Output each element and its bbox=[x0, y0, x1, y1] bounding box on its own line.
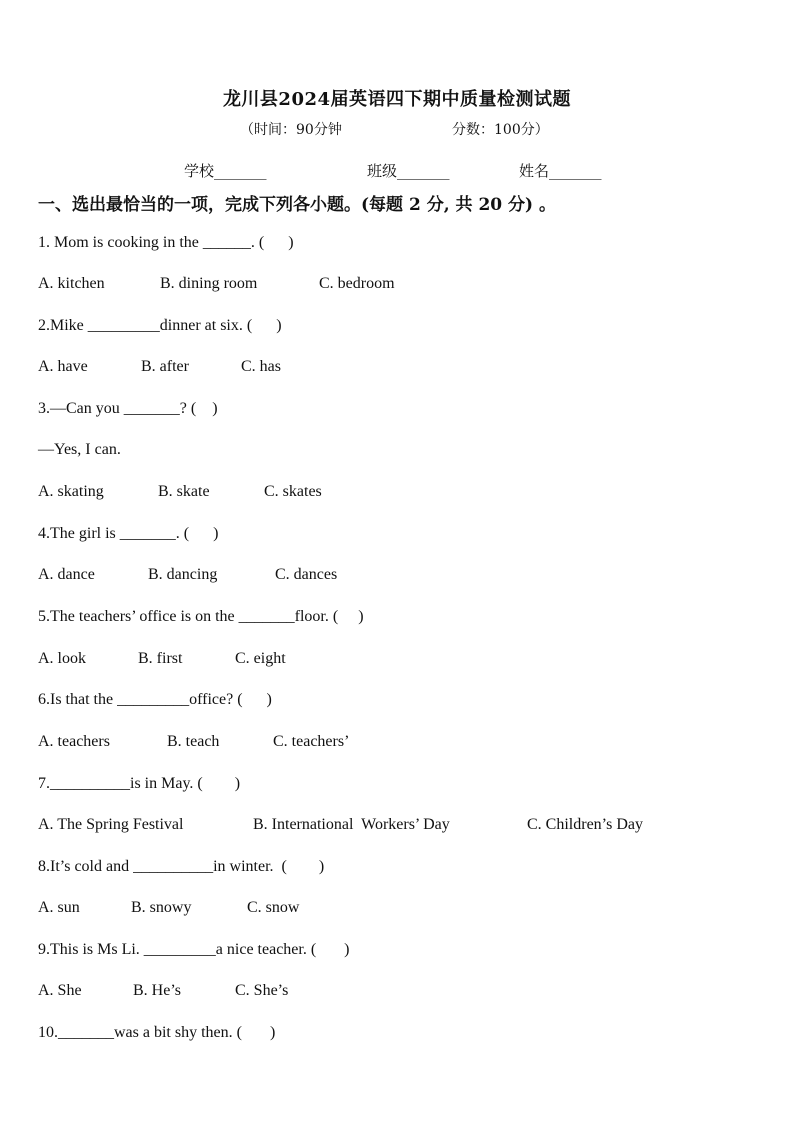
question-9-stem: 9.This is Ms Li. _________a nice teacher. ( ) bbox=[38, 941, 350, 958]
question-10-stem: 10._______was a bit shy then. ( ) bbox=[38, 1024, 276, 1041]
question-9-option-a[interactable]: A. She bbox=[38, 982, 82, 999]
question-7-option-a[interactable]: A. The Spring Festival bbox=[38, 816, 184, 833]
question-6-option-b[interactable]: B. teach bbox=[167, 733, 220, 750]
section-heading: 一、选出最恰当的一项，完成下列各小题。(每题 2 分, 共 20 分) 。 bbox=[38, 195, 557, 215]
question-5-option-c[interactable]: C. eight bbox=[235, 650, 286, 667]
question-3-option-c[interactable]: C. skates bbox=[264, 483, 322, 500]
question-4-stem: 4.The girl is _______. ( ) bbox=[38, 525, 219, 542]
school-field[interactable]: 学校_______ bbox=[184, 162, 267, 180]
question-4-option-b[interactable]: B. dancing bbox=[148, 566, 218, 583]
question-9-option-c[interactable]: C. She’s bbox=[235, 982, 289, 999]
question-1-option-a[interactable]: A. kitchen bbox=[38, 275, 105, 292]
question-3-answer-line: —Yes, I can. bbox=[38, 441, 121, 458]
question-6-stem: 6.Is that the _________office? ( ) bbox=[38, 691, 272, 708]
question-1-stem: 1. Mom is cooking in the ______. ( ) bbox=[38, 234, 294, 251]
question-7-option-b[interactable]: B. International Workers’ Day bbox=[253, 816, 450, 833]
question-8-option-b[interactable]: B. snowy bbox=[131, 899, 192, 916]
question-2-option-c[interactable]: C. has bbox=[241, 358, 281, 375]
question-2-stem: 2.Mike _________dinner at six. ( ) bbox=[38, 317, 282, 334]
question-4-option-c[interactable]: C. dances bbox=[275, 566, 338, 583]
question-1-option-c[interactable]: C. bedroom bbox=[319, 275, 395, 292]
question-9-option-b[interactable]: B. He’s bbox=[133, 982, 181, 999]
question-8-option-c[interactable]: C. snow bbox=[247, 899, 300, 916]
name-field[interactable]: 姓名_______ bbox=[519, 162, 602, 180]
question-8-stem: 8.It’s cold and __________in winter. ( ) bbox=[38, 858, 325, 875]
question-3-option-b[interactable]: B. skate bbox=[158, 483, 210, 500]
question-1-option-b[interactable]: B. dining room bbox=[160, 275, 258, 292]
question-4-option-a[interactable]: A. dance bbox=[38, 566, 95, 583]
question-6-option-c[interactable]: C. teachers’ bbox=[273, 733, 350, 750]
question-3-stem: 3.—Can you _______? ( ) bbox=[38, 400, 218, 417]
question-7-stem: 7.__________is in May. ( ) bbox=[38, 775, 241, 792]
question-8-option-a[interactable]: A. sun bbox=[38, 899, 80, 916]
class-field[interactable]: 班级_______ bbox=[367, 162, 450, 180]
question-5-stem: 5.The teachers’ office is on the _______floor. ( ) bbox=[38, 608, 364, 625]
exam-time: （时间：90分钟 bbox=[240, 122, 342, 138]
question-7-option-c[interactable]: C. Children’s Day bbox=[527, 816, 643, 833]
question-2-option-b[interactable]: B. after bbox=[141, 358, 189, 375]
question-5-option-a[interactable]: A. look bbox=[38, 650, 86, 667]
page-title: 龙川县2024届英语四下期中质量检测试题 bbox=[222, 89, 572, 110]
question-5-option-b[interactable]: B. first bbox=[138, 650, 183, 667]
question-3-option-a[interactable]: A. skating bbox=[38, 483, 104, 500]
exam-score: 分数：100分） bbox=[452, 122, 549, 138]
question-6-option-a[interactable]: A. teachers bbox=[38, 733, 110, 750]
question-2-option-a[interactable]: A. have bbox=[38, 358, 88, 375]
